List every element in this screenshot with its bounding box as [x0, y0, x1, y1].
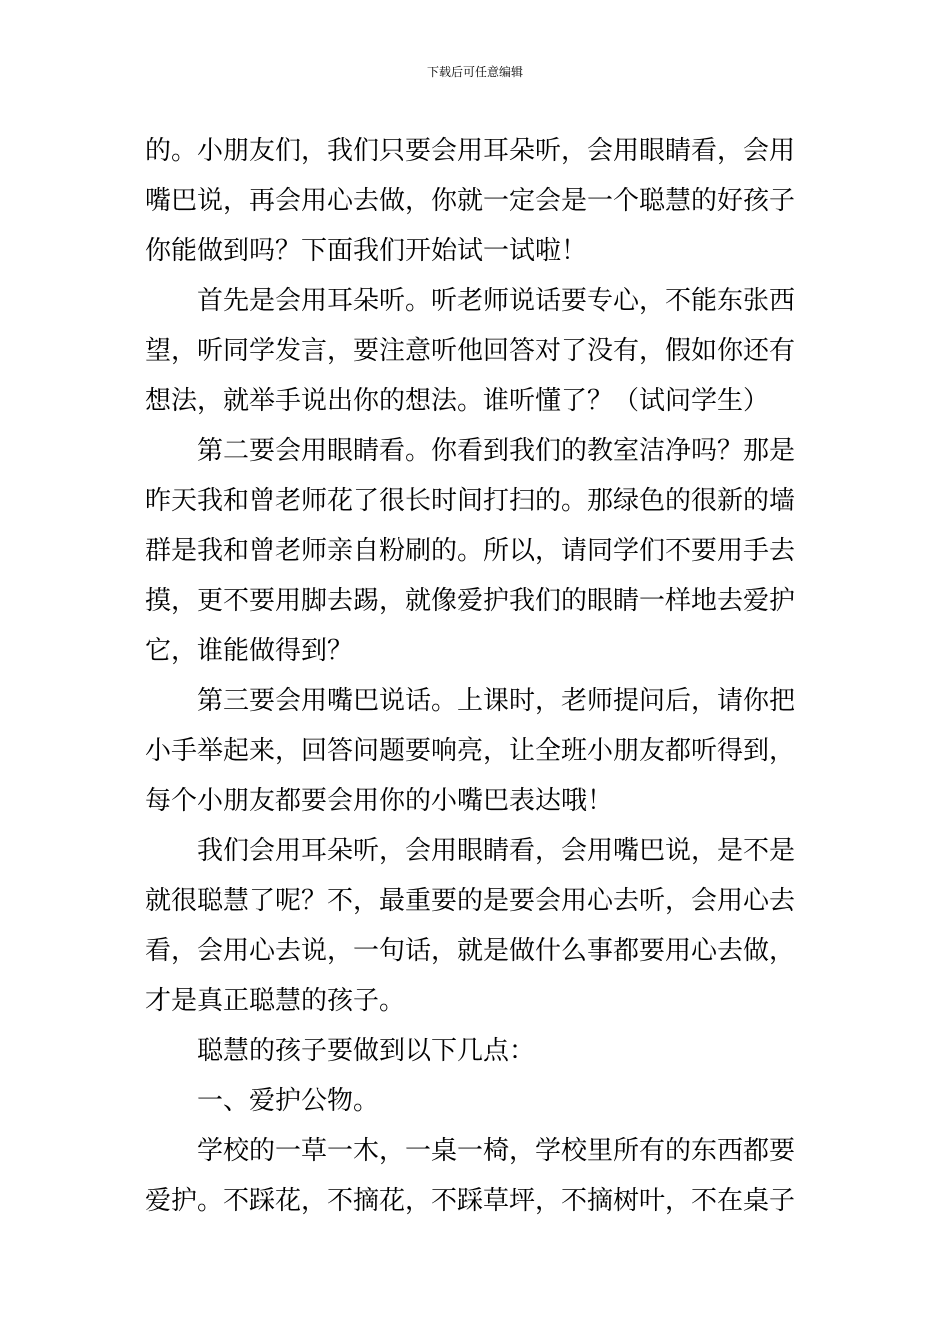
- text-line: 才是真正聪慧的孩子。: [145, 986, 406, 1016]
- text-line: 我们会用耳朵听，会用眼睛看，会用嘴巴说，是不是: [197, 836, 796, 866]
- page-header: 下载后可任意编辑: [426, 65, 523, 79]
- text-line: 第二要会用眼睛看。你看到我们的教室洁净吗？那是: [197, 436, 796, 466]
- text-line: 的。小朋友们，我们只要会用耳朵听，会用眼睛看，会用: [145, 136, 796, 166]
- text-line: 它，谁能做得到？: [145, 636, 354, 666]
- text-line: 学校的一草一木，一桌一椅，学校里所有的东西都要: [197, 1136, 796, 1166]
- text-line: 爱护。不踩花，不摘花，不踩草坪，不摘树叶，不在桌子: [145, 1186, 796, 1216]
- text-line: 每个小朋友都要会用你的小嘴巴表达哦！: [145, 786, 614, 816]
- text-line: 一、爱护公物。: [197, 1086, 380, 1116]
- text-line: 昨天我和曾老师花了很长时间打扫的。那绿色的很新的墙: [145, 486, 796, 516]
- text-line: 聪慧的孩子要做到以下几点：: [197, 1036, 536, 1066]
- text-line: 首先是会用耳朵听。听老师说话要专心，不能东张西: [197, 286, 796, 316]
- text-line: 就很聪慧了呢？不，最重要的是要会用心去听，会用心去: [145, 886, 796, 916]
- text-line: 群是我和曾老师亲自粉刷的。所以，请同学们不要用手去: [145, 536, 796, 566]
- document-body: [145, 126, 815, 1226]
- text-line: 嘴巴说，再会用心去做，你就一定会是一个聪慧的好孩子: [145, 186, 796, 216]
- text-line: 小手举起来，回答问题要响亮，让全班小朋友都听得到，: [145, 736, 796, 766]
- text-line: 摸，更不要用脚去踢，就像爱护我们的眼睛一样地去爱护: [145, 586, 796, 616]
- text-line: 你能做到吗？下面我们开始试一试啦！: [145, 236, 588, 266]
- text-line: 看，会用心去说，一句话，就是做什么事都要用心去做，: [145, 936, 796, 966]
- text-line: 望，听同学发言，要注意听他回答对了没有，假如你还有: [145, 336, 796, 366]
- text-line: 第三要会用嘴巴说话。上课时，老师提问后，请你把: [197, 686, 796, 716]
- text-line: 想法，就举手说出你的想法。谁听懂了？（试问学生）: [145, 386, 770, 416]
